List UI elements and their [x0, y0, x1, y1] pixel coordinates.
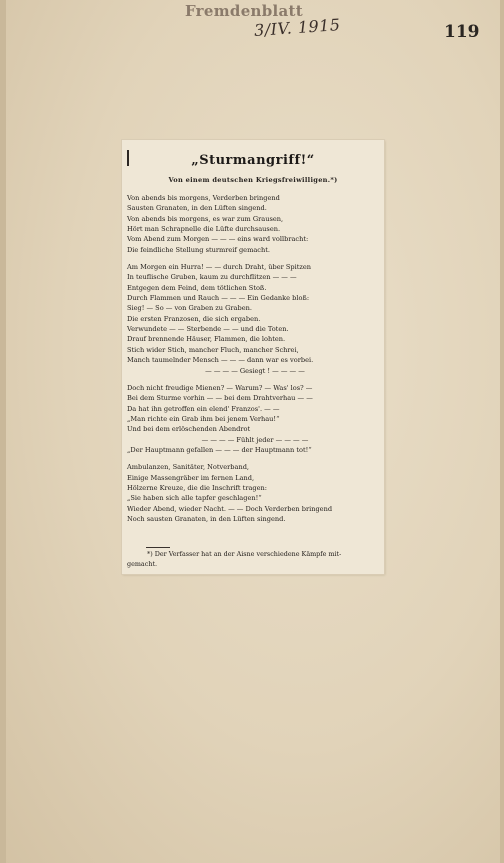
stanza-1 — [127, 193, 383, 255]
poem-line: Manch taumelnder Mensch — — — dann war es vorbei. — [127, 356, 314, 365]
poem-line: Die feindliche Stellung sturmreif gemacht. — [127, 245, 270, 254]
poem-line: Drauf brennende Häuser, Flammen, die lohten. — [127, 335, 286, 344]
poem-body — [127, 193, 383, 524]
page-edge-right — [500, 0, 504, 863]
poem-line: Vom Abend zum Morgen — — — eins ward vollbracht: — [127, 235, 309, 244]
poem-line: „Der Hauptmann gefallen — — — der Hauptmann tot!“ — [127, 445, 312, 454]
footnote-divider — [146, 547, 170, 548]
poem-line: Stich wider Stich, mancher Fluch, mancher Schrei, — [127, 345, 299, 354]
poem-line: Am Morgen ein Hurra! — — durch Draht, über Spitzen — [127, 263, 312, 272]
poem-line: In teuflische Gruben, kaum zu durchflitzen — — — — [127, 273, 297, 282]
refrain-line: — — — — Gesiegt ! — — — — — [205, 366, 305, 375]
poem-line: Bei dem Sturme vorhin — — bei dem Drahtverhau — — — [127, 394, 313, 403]
poem-title: „Sturmangriff!“ — [191, 153, 315, 168]
poem-line: Noch sausten Granaten, in den Lüften singend. — [127, 514, 286, 523]
poem-line: Durch Flammen und Rauch — — — Ein Gedanke bloß: — [127, 294, 310, 303]
poem-line: Verwundete — — Sterbende — — und die Toten. — [127, 325, 289, 334]
newspaper-stamp: Fremdenblatt — [185, 2, 304, 20]
page-number: 119 — [444, 22, 480, 42]
page-edge-left — [0, 0, 6, 863]
poem-line: Sieg! — So — von Graben zu Graben. — [127, 304, 252, 313]
poem-line: Entgegen dem Feind, dem tötlichen Stoß. — [127, 283, 267, 292]
poem-subtitle: Von einem deutschen Kriegsfreiwilligen.*) — [168, 176, 338, 184]
stanza-4 — [127, 462, 383, 524]
poem-line: Von abends bis morgens, Verderben bringend — [127, 194, 280, 202]
poem-line: Da hat ihn getroffen ein elend' Franzos'. — — — [127, 404, 280, 413]
poem-line: Und bei dem erlöschenden Abendrot — [127, 425, 251, 434]
stanza-3 — [127, 383, 383, 455]
poem-line: Einige Massengräber im fernen Land, — [127, 473, 255, 482]
handwritten-date: 3/IV. 1915 — [253, 15, 342, 40]
poem-line: Hört man Schrapnelle die Lüfte durchsausen. — [127, 225, 281, 234]
footnote-line: gemacht. — [127, 560, 158, 568]
footnote — [127, 549, 383, 569]
poem-line: Von abends bis morgens, es war zum Grausen, — [127, 214, 284, 223]
poem-line: Ambulanzen, Sanitäter, Notverband, — [127, 463, 250, 472]
poem-line: Hölzerne Kreuze, die die Inschrift tragen: — [127, 483, 267, 492]
refrain-line: — — — — Fühlt jeder — — — — — [201, 435, 309, 444]
poem-line: Die ersten Franzosen, die sich ergaben. — [127, 314, 261, 323]
poem-line: „Man richte ein Grab ihm bei jenem Verhau!“ — [127, 414, 280, 423]
poem-line: Wieder Abend, wieder Nacht. — — Doch Verderben bringend — [127, 504, 333, 513]
poem-line: „Sie haben sich alle tapfer geschlagen!“ — [127, 494, 262, 503]
stanza-2 — [127, 262, 383, 376]
poem-line: Doch nicht freudige Mienen? — Warum? — Was' los? — — [127, 383, 313, 392]
poem-line: Sausten Granaten, in den Lüften singend. — [127, 204, 267, 213]
footnote-line: *) Der Verfasser hat an der Aisne verschiedene Kämpfe mit- — [147, 550, 342, 558]
